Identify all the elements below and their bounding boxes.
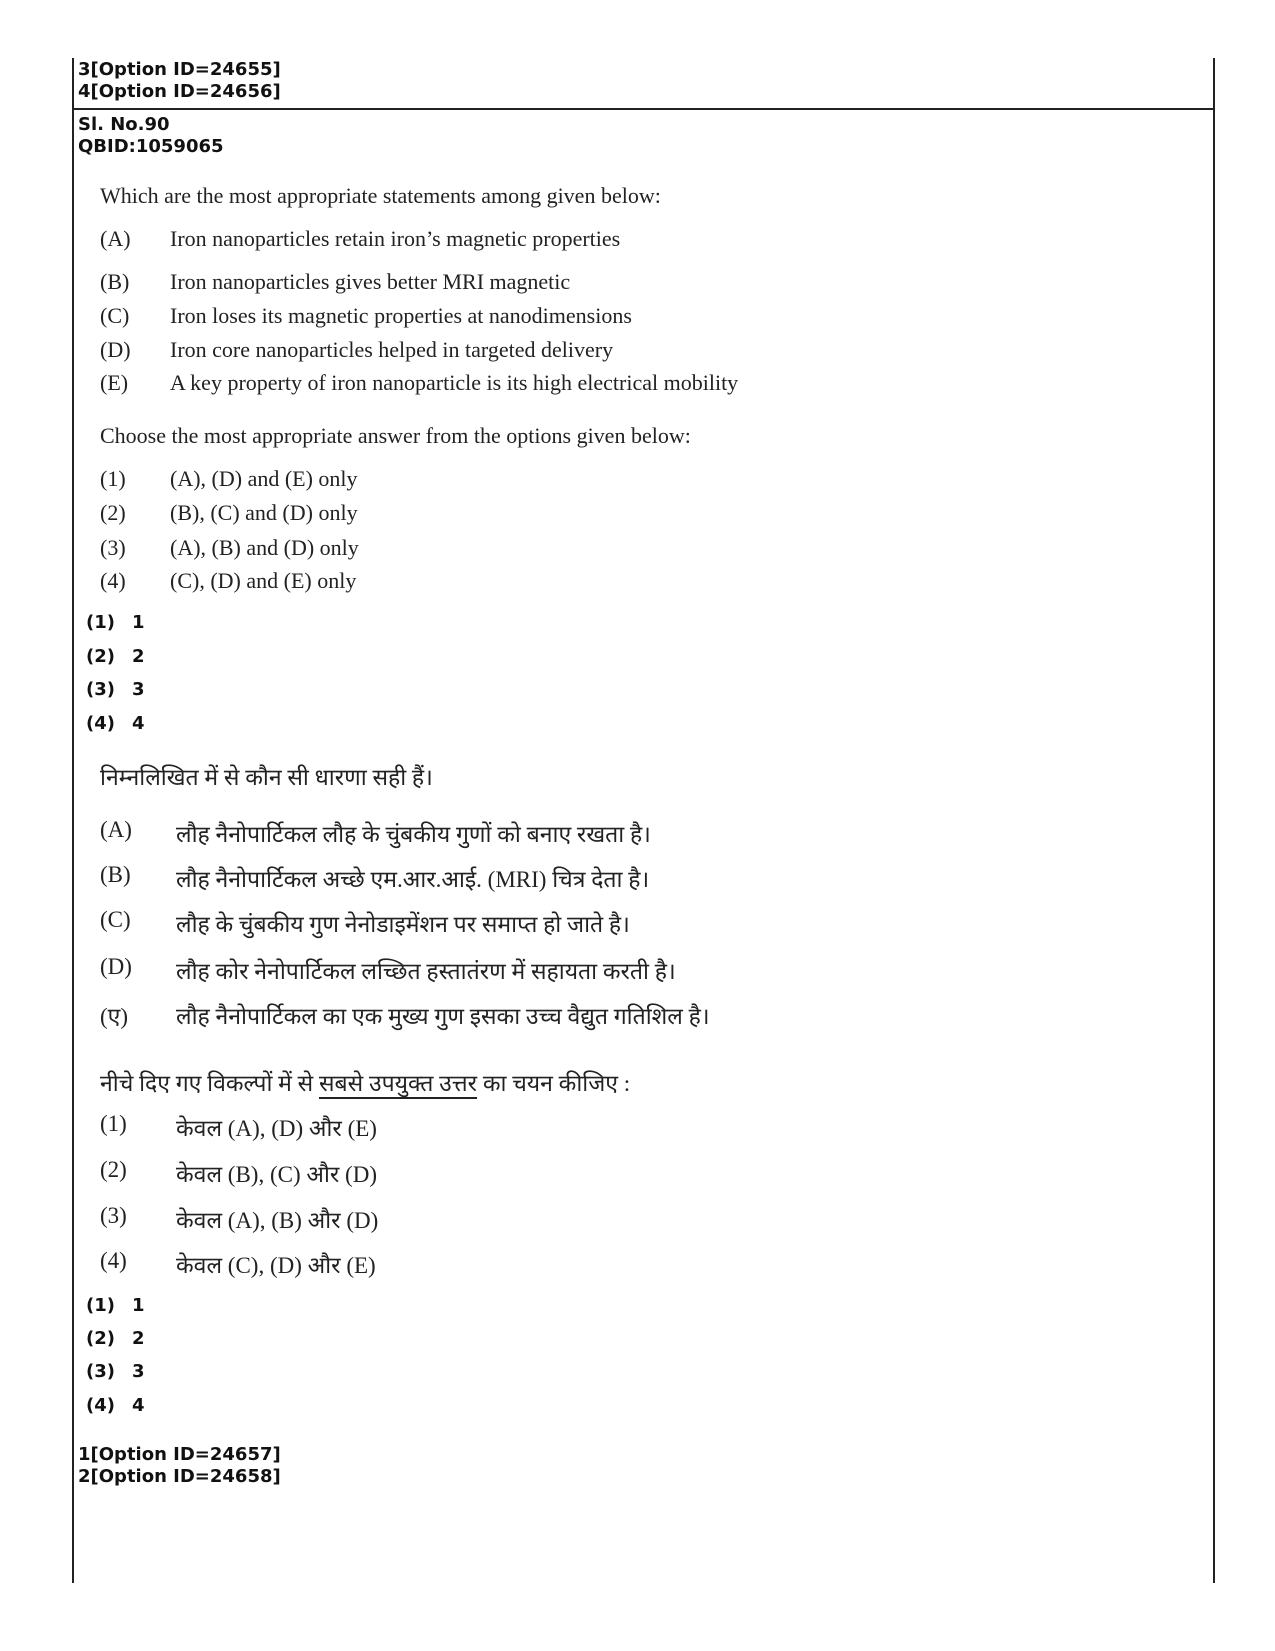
section-divider (72, 108, 1215, 110)
bottom-option-ids (78, 1444, 281, 1488)
option-id-line: 4[Option ID=24656] (78, 81, 281, 102)
option-id-line: 1[Option ID=24657] (78, 1444, 281, 1465)
answer-option[interactable]: (2) 2 (86, 1328, 145, 1349)
qbid: QBID:1059065 (78, 136, 224, 157)
answer-option[interactable]: (3) 3 (86, 679, 145, 700)
question-header (78, 114, 224, 158)
underlined-phrase: सबसे उपयुक्त उत्तर (318, 1071, 478, 1096)
answer-option[interactable]: (3) 3 (86, 1361, 145, 1382)
option-id-line: 2[Option ID=24658] (78, 1466, 281, 1487)
left-border (72, 58, 74, 1583)
choose-instruction: Choose the most appropriate answer from the options given below: (100, 423, 691, 448)
hindi-choose-instruction: नीचे दिए गए विकल्पों में से सबसे उपयुक्त उत्तर का चयन कीजिए : (100, 1071, 631, 1096)
option-id-line: 3[Option ID=24655] (78, 59, 281, 80)
right-border (1213, 58, 1215, 1583)
question-text: Which are the most appropriate statements among given below: (100, 183, 661, 208)
answer-option[interactable]: (2) 2 (86, 646, 145, 667)
serial-number: Sl. No.90 (78, 114, 170, 135)
answer-option[interactable]: (4) 4 (86, 1395, 145, 1416)
answer-option[interactable]: (4) 4 (86, 713, 145, 734)
top-option-ids (78, 59, 281, 103)
answer-option[interactable]: (1) 1 (86, 1295, 145, 1316)
answer-option[interactable]: (1) 1 (86, 612, 145, 633)
hindi-question-text: निम्नलिखित में से कौन सी धारणा सही हैं। (100, 765, 433, 790)
document-page: 3[Option ID=24655] 4[Option ID=24656] Sl. No.90 QBID:1059065 Which are the most appropriate statements among given below: (A) Iron nanoparticles retain iron’s magnetic properties (B) Iron nanoparticles gives better MRI magnetic (C) Iron loses its magnetic properties at nanodimensions (D) Iron core nanoparticles helped in targeted delivery (E) A key property of iron nanoparticle is its high electrical mobility Choose the most appropriate answer from the options given below: (1) (A), (D) and (E) only (2) (B), (C) and (D) only (3) (A), (B) and (D) only (4) (C), (D) and (E) only (1) 1 (2) 2 (3) 3 (4) 4 निम्नलिखित में से कौन सी धारणा सही हैं। (A) लौह नैनोपार्टिकल लौह के चुंबकीय गुणों को बनाए रखता है। (B) लौह नैनोपार्टिकल अच्छे एम.आर.आई. (MRI) चित्र देता है। (C) लौह के चुंबकीय गुण नेनोडाइमेंशन पर समाप्त हो जाते है। (D) लौह कोर नेनोपार्टिकल लच्छित हस्तातंरण में सहायता करती है। (ए) लौह नैनोपार्टिकल का एक मुख्य गुण इसका उच्च वैद्युत गतिशिल है। नीचे दिए गए विकल्पों में से सबसे उपयुक्त उत्तर का चयन कीजिए : (1) केवल (A), (D) और (E) (2) केवल (B), (C) और (D) (3) केवल (A), (B) और (D) (4) केवल (C), (D) और (E) (1) 1 (2) 2 (3) 3 (4) 4 1[Option ID=24657] 2[Option ID=24658] (0, 0, 1275, 1651)
